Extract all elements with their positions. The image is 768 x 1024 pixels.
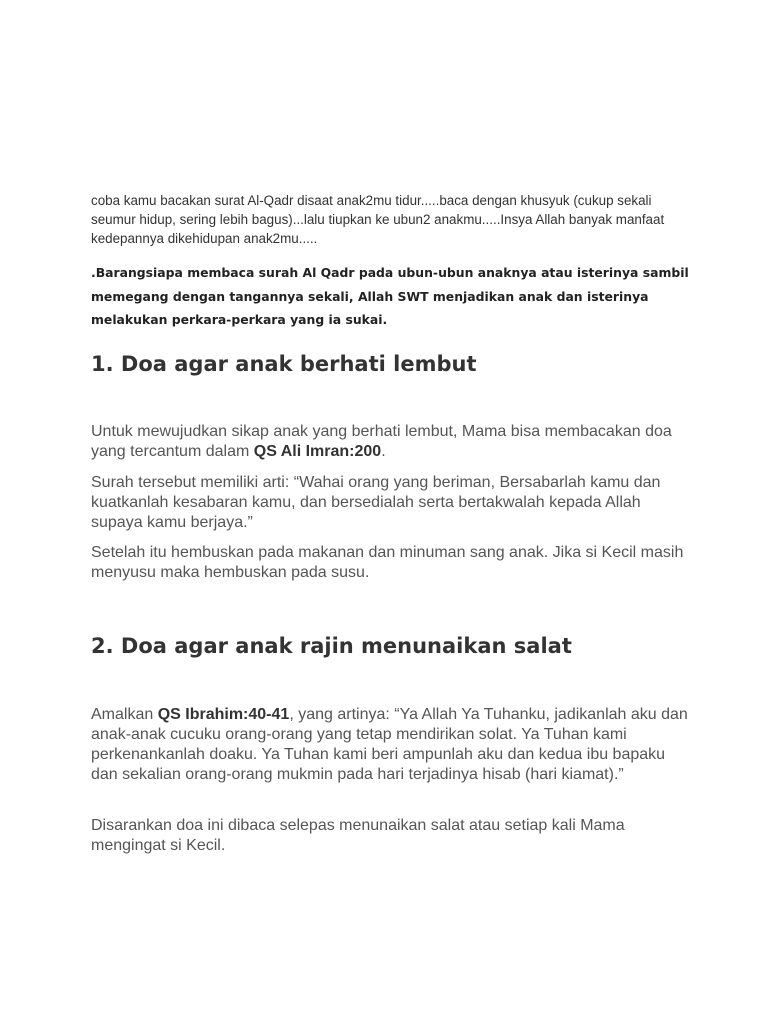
section-1-paragraph-3: Setelah itu hembuskan pada makanan dan minuman sang anak. Jika si Kecil masih menyusu maka hembuskan pada susu. [91,544,684,581]
section-2-paragraph-1-text: Amalkan [91,706,158,723]
section-2-heading: 2. Doa agar anak rajin menunaikan salat [91,634,572,658]
verse-reference-ibrahim: QS Ibrahim:40-41 [157,706,290,723]
section-1-paragraph-1-end: . [381,443,386,460]
section-2-paragraph-1 [91,705,691,785]
section-1-heading: 1. Doa agar anak berhati lembut [91,352,477,376]
intro-paragraph: coba kamu bacakan surat Al-Qadr disaat anak2mu tidur.....baca dengan khusyuk (cukup sekali seumur hidup, sering lebih bagus)...lalu tiupkan ke ubun2 anakmu.....Insya Allah banyak manfaat kedepannya dikehidupan anak2mu..... [91,193,665,246]
section-1-paragraph-1-text: Untuk mewujudkan sikap anak yang berhati lembut, Mama bisa membacakan doa yang tercantum dalam [91,423,672,460]
section-1-paragraph-1 [91,422,691,462]
bold-note-paragraph: .Barangsiapa membaca surah Al Qadr pada ubun-ubun anaknya atau isterinya sambil memegang dengan tangannya sekali, Allah SWT menjadikan anak dan isterinya melakukan perkara-perkara yang ia sukai. [91,265,689,327]
section-2-paragraph-2: Disarankan doa ini dibaca selepas menunaikan salat atau setiap kali Mama mengingat si Kecil. [91,817,625,854]
section-2-paragraph-1-end: , yang artinya: “Ya Allah Ya Tuhanku, jadikanlah aku dan anak-anak cucuku orang-orang yang tetap mendirikan solat. Ya Tuhan kami perkenankanlah doaku. Ya Tuhan kami beri ampunlah aku dan kedua ibu bapaku dan sekalian orang-orang mukmin pada hari terjadinya hisab (hari kiamat).” [91,706,688,783]
verse-reference-ali-imran: QS Ali Imran:200 [253,443,382,460]
section-1-paragraph-2: Surah tersebut memiliki arti: “Wahai orang yang beriman, Bersabarlah kamu dan kuatkanlah kesabaran kamu, dan bersedialah serta bertakwalah kepada Allah supaya kamu berjaya.” [91,474,661,531]
